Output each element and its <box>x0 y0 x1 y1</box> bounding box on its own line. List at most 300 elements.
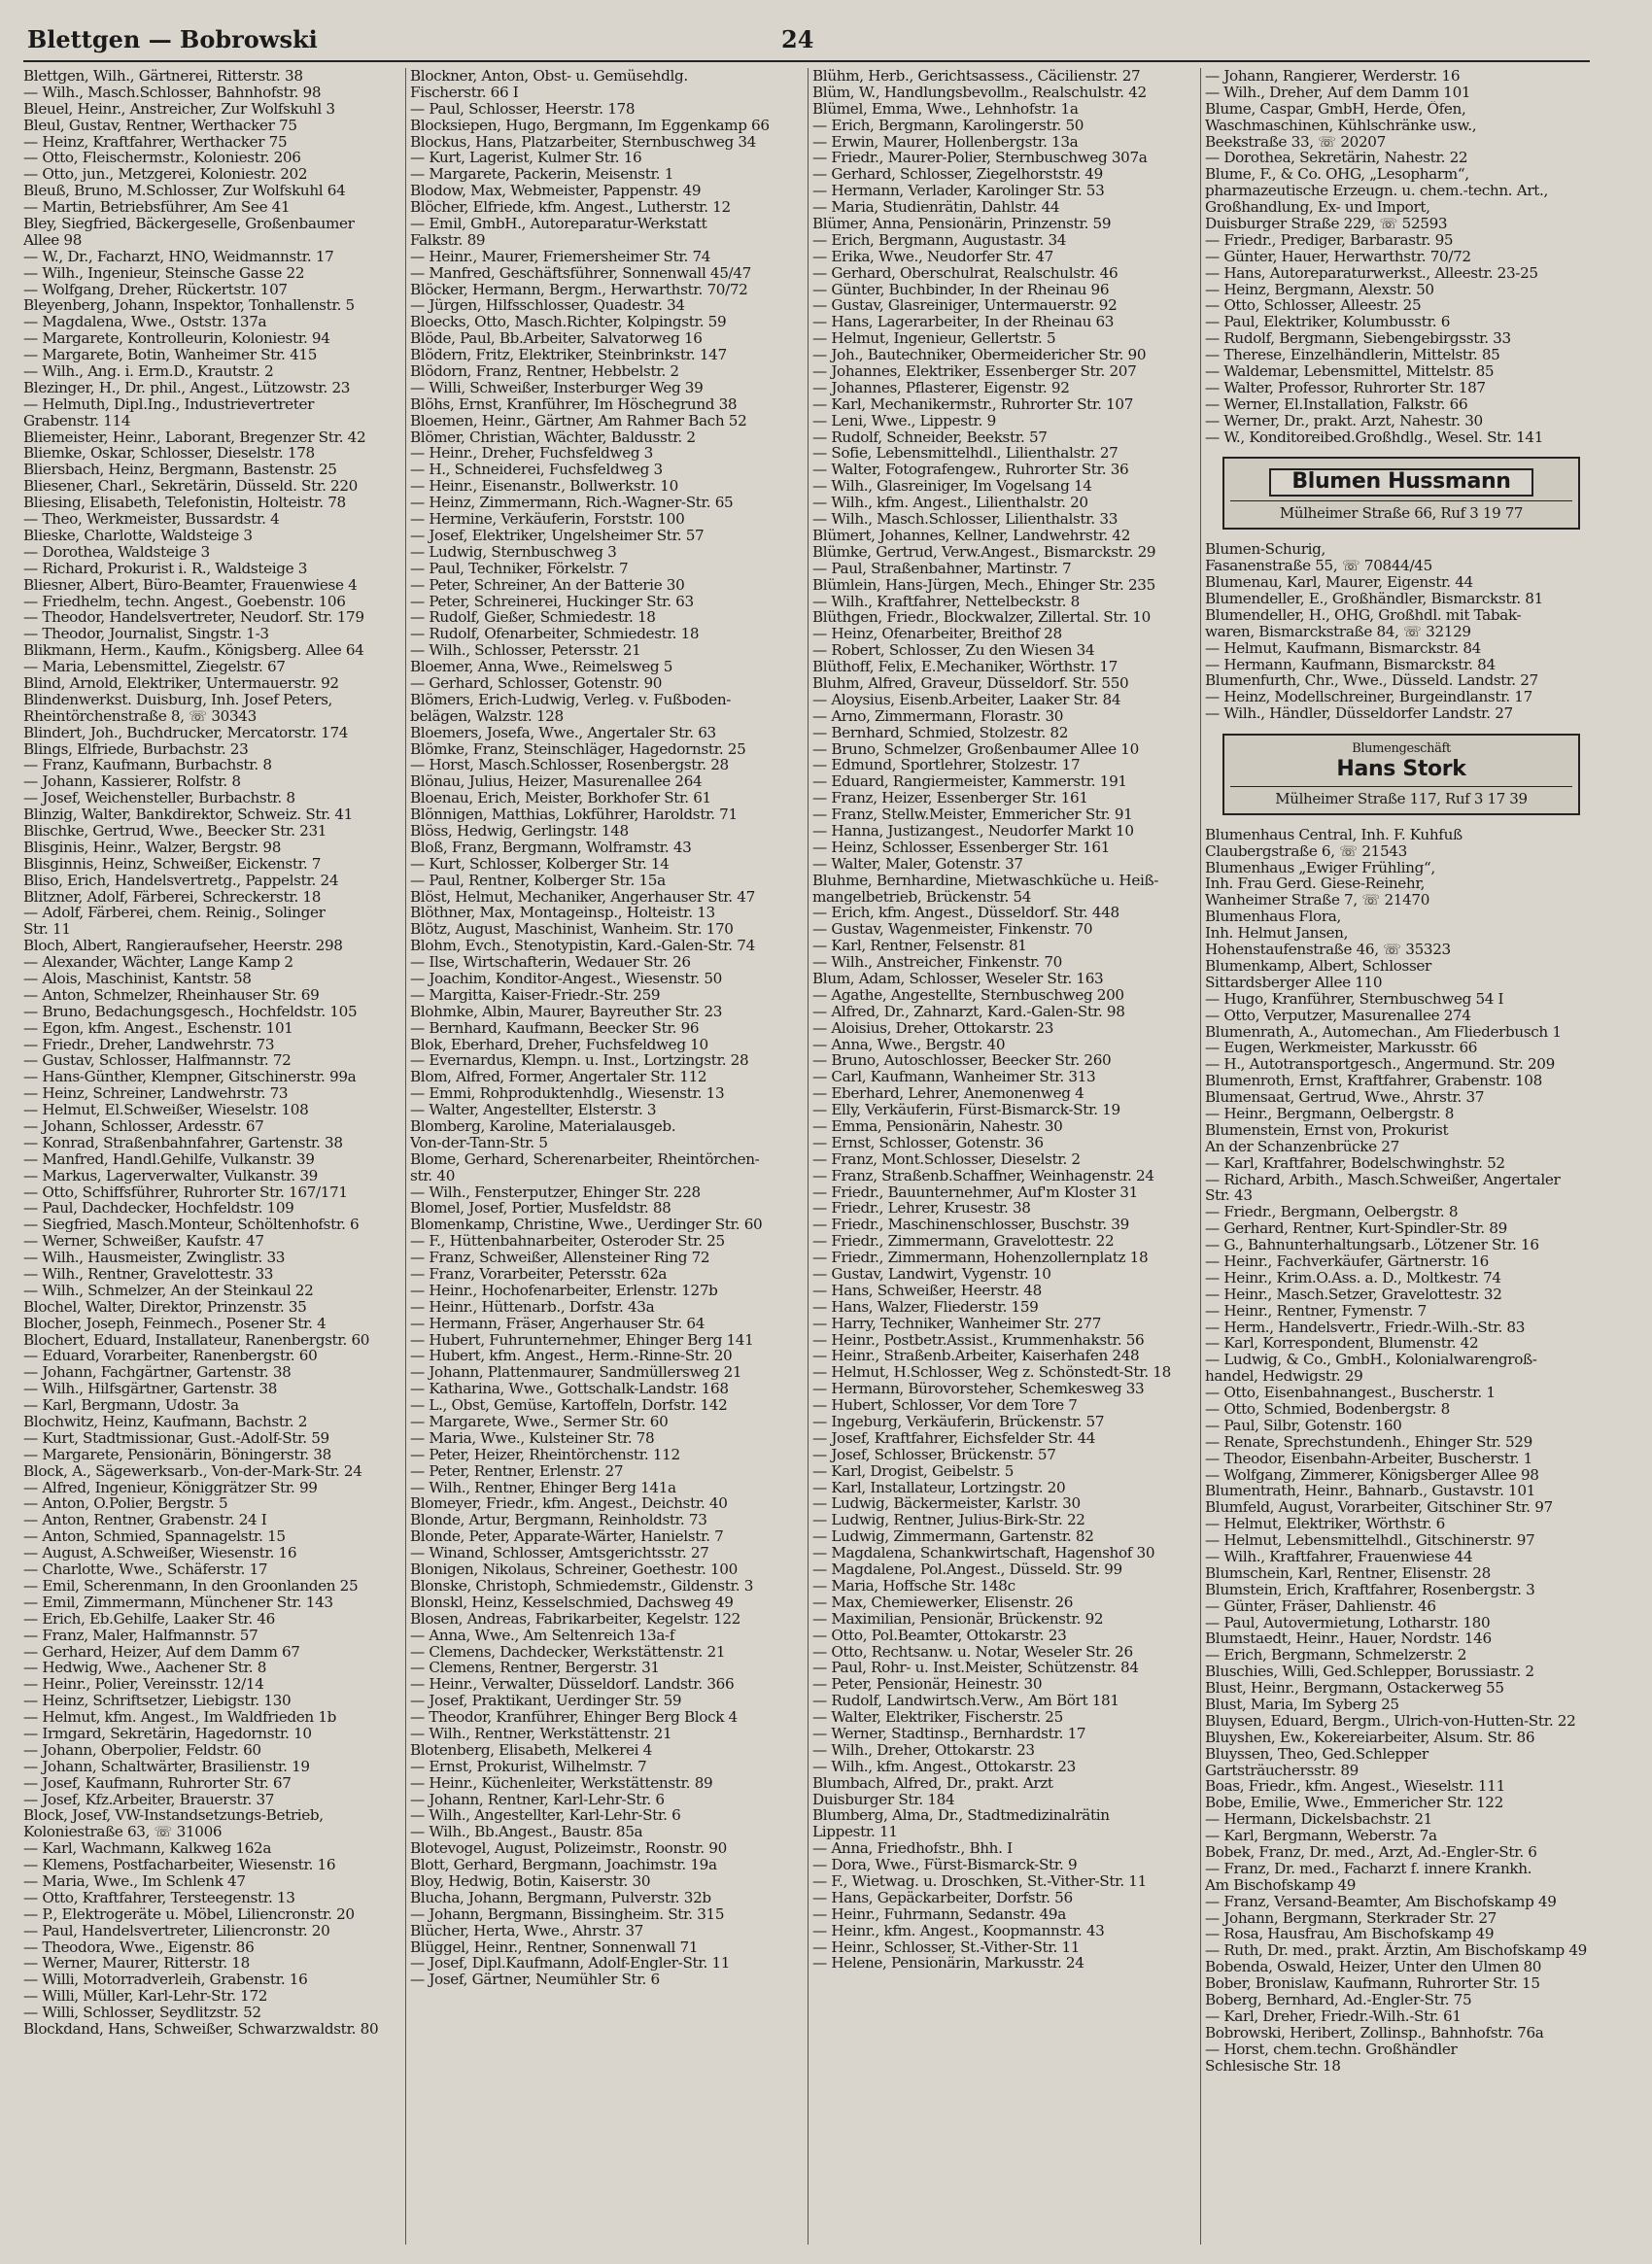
directory-entry: Bleul, Gustav, Rentner, Werthacker 75 <box>23 117 297 134</box>
directory-entry: — Hubert, Fuhrunternehmer, Ehinger Berg 141 <box>410 1331 754 1349</box>
directory-entry: — Karl, Bergmann, Udostr. 3a <box>23 1397 239 1415</box>
directory-entry: — Magdalena, Wwe., Oststr. 137a <box>23 314 267 331</box>
directory-entry: — Gerhard, Heizer, Auf dem Damm 67 <box>23 1643 300 1661</box>
directory-entry: Blomel, Josef, Portier, Musfeldstr. 88 <box>410 1200 671 1218</box>
directory-entry: — Konrad, Straßenbahnfahrer, Gartenstr. 38 <box>23 1134 343 1151</box>
directory-entry: — Aloisius, Dreher, Ottokarstr. 23 <box>812 1019 1054 1037</box>
directory-entry: Am Bischofskamp 49 <box>1205 1876 1357 1894</box>
directory-entry: Blodow, Max, Webmeister, Pappenstr. 49 <box>410 183 702 200</box>
directory-entry: — Wolfgang, Dreher, Rückertstr. 107 <box>23 281 288 298</box>
directory-entry: Blumen-Schurig, <box>1205 541 1325 559</box>
directory-entry: Bleuß, Bruno, M.Schlosser, Zur Wolfskuhl 64 <box>23 183 346 200</box>
directory-entry: — Peter, Schreiner, An der Batterie 30 <box>410 576 685 594</box>
directory-entry: — Franz, Mont.Schlosser, Dieselstr. 2 <box>812 1150 1081 1168</box>
directory-entry: — Rosa, Hausfrau, Am Bischofskamp 49 <box>1205 1926 1495 1943</box>
directory-entry: — Renate, Sprechstundenh., Ehinger Str. 529 <box>1205 1433 1532 1451</box>
directory-entry: — Heinz, Schlosser, Essenberger Str. 161 <box>812 839 1111 856</box>
directory-entry: — Ludwig, Sternbuschweg 3 <box>410 543 617 561</box>
directory-entry: Blings, Elfriede, Burbachstr. 23 <box>23 740 249 758</box>
directory-entry: — H., Schneiderei, Fuchsfeldweg 3 <box>410 462 663 479</box>
ad-kicker: Blumengeschäft <box>1352 741 1451 757</box>
directory-entry: Blotevogel, August, Polizeimstr., Roonstr. 90 <box>410 1840 727 1858</box>
directory-entry: Bloenau, Erich, Meister, Borkhofer Str. 61 <box>410 790 711 807</box>
directory-entry: Blumstein, Erich, Kraftfahrer, Rosenbergstr. 3 <box>1205 1581 1535 1598</box>
directory-entry: Str. 43 <box>1205 1187 1253 1205</box>
directory-entry: — Wilh., Händler, Düsseldorfer Landstr. 27 <box>1205 705 1513 723</box>
directory-entry: — Karl, Korrespondent, Blumenstr. 42 <box>1205 1335 1479 1353</box>
directory-entry: — Hugo, Kranführer, Sternbuschweg 54 I <box>1205 990 1504 1008</box>
directory-entry: — Werner, El.Installation, Falkstr. 66 <box>1205 395 1468 413</box>
directory-entry: Bleyenberg, Johann, Inspektor, Tonhallenstr. 5 <box>23 297 355 315</box>
directory-entry: — Franz, Straßenb.Schaffner, Weinhagenstr. 24 <box>812 1167 1154 1184</box>
directory-entry: — Margarete, Wwe., Sermer Str. 60 <box>410 1414 669 1430</box>
directory-entry: — Hubert, Schlosser, Vor dem Tore 7 <box>812 1397 1078 1415</box>
directory-entry: — Werner, Maurer, Ritterstr. 18 <box>23 1955 250 1972</box>
directory-entry: Blonde, Artur, Bergmann, Reinholdstr. 73 <box>410 1512 707 1529</box>
directory-entry: Blumendeller, E., Großhändler, Bismarckstr. 81 <box>1205 590 1543 607</box>
directory-entry: — Emil, Scherenmann, In den Groonlanden 25 <box>23 1577 359 1595</box>
directory-entry: — Walter, Angestellter, Elsterstr. 3 <box>410 1102 657 1118</box>
directory-entry: Blume, F., & Co. OHG, „Lesopharm“, <box>1205 166 1469 184</box>
directory-entry: — Otto, Rechtsanw. u. Notar, Weseler Str. 26 <box>812 1643 1133 1661</box>
directory-entry: — Wilh., Glasreiniger, Im Vogelsang 14 <box>812 478 1092 496</box>
directory-entry: — Joh., Bautechniker, Obermeidericher Str. 90 <box>812 347 1147 364</box>
directory-entry: Block, A., Sägewerksarb., Von-der-Mark-Str. 24 <box>23 1462 362 1480</box>
directory-entry: Blumfeld, August, Vorarbeiter, Gitschiner Str. 97 <box>1205 1499 1553 1517</box>
directory-entry: — Heinr., kfm. Angest., Koopmannstr. 43 <box>812 1922 1105 1939</box>
directory-entry: Bloemers, Josefa, Wwe., Angertaler Str. 63 <box>410 724 716 741</box>
directory-entry: — Wilh., Fensterputzer, Ehinger Str. 228 <box>410 1183 701 1201</box>
directory-entry: — Helmut, H.Schlosser, Weg z. Schönstedt-Str. 18 <box>812 1364 1171 1382</box>
directory-entry: — Heinr., Fachverkäufer, Gärtnerstr. 16 <box>1205 1252 1489 1270</box>
directory-entry: — Heinr., Masch.Setzer, Gravelottestr. 32 <box>1205 1286 1502 1303</box>
directory-entry: — Johannes, Elektriker, Essenberger Str. 207 <box>812 363 1137 380</box>
directory-entry: Blüggel, Heinr., Rentner, Sonnenwall 71 <box>410 1938 699 1956</box>
directory-entry: — Paul, Techniker, Förkelstr. 7 <box>410 560 629 577</box>
directory-entry: — Erich, Eb.Gehilfe, Laaker Str. 46 <box>23 1610 275 1628</box>
directory-entry: Blume, Caspar, GmbH, Herde, Öfen, <box>1205 100 1466 118</box>
directory-entry: — Paul, Handelsvertreter, Liliencronstr. 20 <box>23 1922 330 1939</box>
directory-entry: Bobenda, Oswald, Heizer, Unter den Ulmen 80 <box>1205 1959 1542 1976</box>
directory-entry: Beekstraße 33, ☏ 20207 <box>1205 133 1386 151</box>
directory-entry: Blust, Heinr., Bergmann, Ostackerweg 55 <box>1205 1680 1504 1698</box>
directory-entry: — Paul, Rentner, Kolberger Str. 15a <box>410 872 666 889</box>
page-number: 24 <box>781 25 814 53</box>
directory-entry: — Helene, Pensionärin, Markusstr. 24 <box>812 1955 1084 1972</box>
directory-entry: Blomberg, Karoline, Materialausgeb. <box>410 1118 676 1135</box>
directory-entry: — Paul, Autovermietung, Lotharstr. 180 <box>1205 1614 1491 1631</box>
directory-entry: — Friedr., Maurer-Polier, Sternbuschweg 307a <box>812 150 1148 167</box>
directory-entry: Blumenau, Karl, Maurer, Eigenstr. 44 <box>1205 574 1473 591</box>
directory-entry: Bobe, Emilie, Wwe., Emmericher Str. 122 <box>1205 1795 1503 1812</box>
column-2 <box>410 68 803 2254</box>
directory-entry: — Heinr., Hüttenarb., Dorfstr. 43a <box>410 1298 655 1316</box>
directory-entry: Blumbach, Alfred, Dr., prakt. Arzt <box>812 1774 1053 1792</box>
directory-entry: — Wilh., Kraftfahrer, Nettelbeckstr. 8 <box>812 593 1080 610</box>
directory-entry: Blüthoff, Felix, E.Mechaniker, Wörthstr. 17 <box>812 659 1118 675</box>
directory-entry: Duisburger Straße 229, ☏ 52593 <box>1205 216 1448 232</box>
directory-entry: — Karl, Bergmann, Weberstr. 7a <box>1205 1828 1437 1845</box>
directory-entry: — Walter, Professor, Ruhrorter Str. 187 <box>1205 379 1486 396</box>
directory-entry: — Rudolf, Landwirtsch.Verw., Am Bört 181 <box>812 1693 1119 1710</box>
directory-entry: Bliesing, Elisabeth, Telefonistin, Holteistr. 78 <box>23 495 346 512</box>
directory-entry: — L., Obst, Gemüse, Kartoffeln, Dorfstr. 142 <box>410 1397 728 1415</box>
directory-entry: — Wilh., Masch.Schlosser, Lilienthalstr. 33 <box>812 511 1119 528</box>
directory-entry: — Wilh., Rentner, Werkstättenstr. 21 <box>410 1725 672 1742</box>
directory-entry: — Paul, Straßenbahner, Martinstr. 7 <box>812 560 1072 577</box>
directory-entry: — Arno, Zimmermann, Florastr. 30 <box>812 707 1064 725</box>
directory-entry: — Theo, Werkmeister, Bussardstr. 4 <box>23 511 280 528</box>
column-divider <box>808 68 809 2245</box>
column-1 <box>23 68 400 2254</box>
directory-entry: — Friedr., Dreher, Landwehrstr. 73 <box>23 1036 275 1053</box>
directory-entry: Blom, Alfred, Former, Angertaler Str. 112 <box>410 1069 707 1086</box>
directory-entry: — Theodor, Journalist, Singstr. 1-3 <box>23 626 269 643</box>
directory-entry: — Hubert, kfm. Angest., Herm.-Rinne-Str. 20 <box>410 1348 733 1365</box>
directory-entry: — Paul, Schlosser, Heerstr. 178 <box>410 100 636 118</box>
directory-entry: — Anton, Schmied, Spannagelstr. 15 <box>23 1528 286 1546</box>
directory-entry: Blettgen, Wilh., Gärtnerei, Ritterstr. 38 <box>23 68 303 85</box>
directory-entry: — H., Autotransportgesch., Angermund. Str. 209 <box>1205 1056 1555 1074</box>
directory-entry: — Otto, jun., Metzgerei, Koloniestr. 202 <box>23 166 308 184</box>
directory-entry: Blocher, Joseph, Feinmech., Posener Str. 4 <box>23 1315 327 1332</box>
directory-entry: — Martin, Betriebsführer, Am See 41 <box>23 199 291 217</box>
directory-entry: Bloemer, Anna, Wwe., Reimelsweg 5 <box>410 659 673 675</box>
directory-entry: — Hermann, Kaufmann, Bismarckstr. 84 <box>1205 656 1496 673</box>
directory-entry: — Gerhard, Schlosser, Gotenstr. 90 <box>410 674 663 692</box>
directory-entry: — Johann, Plattenmaurer, Sandmüllersweg 21 <box>410 1364 742 1382</box>
directory-entry: — Gustav, Landwirt, Vygenstr. 10 <box>812 1266 1051 1283</box>
directory-entry: Von-der-Tann-Str. 5 <box>410 1134 548 1151</box>
directory-entry: Blockner, Anton, Obst- u. Gemüsehdlg. <box>410 68 688 85</box>
directory-entry: — Heinr., Maurer, Friemersheimer Str. 74 <box>410 248 711 265</box>
directory-entry: Bliersbach, Heinz, Bergmann, Bastenstr. 25 <box>23 462 337 479</box>
directory-entry: — Hanna, Justizangest., Neudorfer Markt 10 <box>812 822 1134 840</box>
directory-entry: — Willi, Müller, Karl-Lehr-Str. 172 <box>23 1988 268 2006</box>
directory-entry: — Hedwig, Wwe., Aachener Str. 8 <box>23 1660 267 1677</box>
directory-entry: — Franz, Vorarbeiter, Petersstr. 62a <box>410 1266 668 1283</box>
directory-entry: — Adolf, Färberei, chem. Reinig., Solinger <box>23 905 326 922</box>
directory-entry: pharmazeutische Erzeugn. u. chem.-techn. Art., <box>1205 183 1548 200</box>
directory-entry: — Manfred, Handl.Gehilfe, Vulkanstr. 39 <box>23 1150 315 1168</box>
advertisement-hans-stork <box>1222 734 1580 815</box>
columns <box>23 68 1598 2254</box>
directory-entry: — Hans, Lagerarbeiter, In der Rheinau 63 <box>812 314 1115 331</box>
directory-entry: — Ruth, Dr. med., prakt. Ärztin, Am Bischofskamp 49 <box>1205 1942 1587 1960</box>
page-header <box>23 25 1590 62</box>
directory-entry: — Eduard, Vorarbeiter, Ranenbergstr. 60 <box>23 1348 318 1365</box>
directory-entry: — Walter, Maler, Gotenstr. 37 <box>812 855 1023 873</box>
directory-entry: — Peter, Heizer, Rheintörchenstr. 112 <box>410 1446 680 1463</box>
directory-entry: Blumberg, Alma, Dr., Stadtmedizinalrätin <box>812 1807 1110 1825</box>
directory-entry: — Willi, Motorradverleih, Grabenstr. 16 <box>23 1972 308 1989</box>
directory-entry: — Wilh., Ang. i. Erm.D., Krautstr. 2 <box>23 363 274 380</box>
directory-entry: Bliso, Erich, Handelsvertretg., Pappelstr. 24 <box>23 872 339 889</box>
directory-entry: Bliemeister, Heinr., Laborant, Bregenzer Str. 42 <box>23 429 366 446</box>
directory-entry: — Willi, Schweißer, Insterburger Weg 39 <box>410 379 704 396</box>
directory-entry: — Josef, Schlosser, Brückenstr. 57 <box>812 1446 1056 1463</box>
directory-entry: — Ingeburg, Verkäuferin, Brückenstr. 57 <box>812 1414 1105 1430</box>
directory-entry: Blöcher, Elfriede, kfm. Angest., Lutherstr. 12 <box>410 199 731 217</box>
directory-entry: — Egon, kfm. Angest., Eschenstr. 101 <box>23 1019 293 1037</box>
directory-entry: — Heinr., Krim.O.Ass. a. D., Moltkestr. 74 <box>1205 1269 1501 1286</box>
directory-entry: Blumenrath, A., Automechan., Am Fliederbusch 1 <box>1205 1023 1562 1041</box>
directory-entry: — Leni, Wwe., Lippestr. 9 <box>812 412 996 429</box>
directory-entry: — Otto, Schlosser, Alleestr. 25 <box>1205 297 1422 315</box>
directory-entry: — Franz, Stellw.Meister, Emmericher Str. 91 <box>812 806 1133 823</box>
directory-entry: Boberg, Bernhard, Ad.-Engler-Str. 75 <box>1205 1992 1472 2008</box>
directory-entry: — Franz, Maler, Halfmannstr. 57 <box>23 1627 258 1644</box>
directory-entry: — Hans-Günther, Klempner, Gitschinerstr. 99a <box>23 1069 357 1086</box>
directory-entry: — Waldemar, Lebensmittel, Mittelstr. 85 <box>1205 363 1495 380</box>
directory-entry: — Wilh., kfm. Angest., Ottokarstr. 23 <box>812 1758 1076 1775</box>
directory-entry: — Wilh., Angestellter, Karl-Lehr-Str. 6 <box>410 1807 681 1825</box>
directory-entry: — Hermann, Bürovorsteher, Schemkesweg 33 <box>812 1381 1145 1398</box>
directory-entry: — Werner, Dr., prakt. Arzt, Nahestr. 30 <box>1205 412 1483 429</box>
directory-entry: Blümlein, Hans-Jürgen, Mech., Ehinger Str. 235 <box>812 576 1155 594</box>
directory-entry: — Friedr., Maschinenschlosser, Buschstr. 39 <box>812 1217 1129 1234</box>
directory-entry: Bobrowski, Heribert, Zollinsp., Bahnhofstr. 76a <box>1205 2024 1544 2041</box>
directory-entry: Bloecks, Otto, Masch.Richter, Kolpingstr. 59 <box>410 314 727 331</box>
directory-entry: Blumentrath, Heinr., Bahnarb., Gustavstr. 101 <box>1205 1483 1535 1500</box>
directory-entry: — Ludwig, Rentner, Julius-Birk-Str. 22 <box>812 1512 1085 1529</box>
directory-entry: — Wilh., Masch.Schlosser, Bahnhofstr. 98 <box>23 84 322 101</box>
directory-entry: — Erich, Bergmann, Augustastr. 34 <box>812 231 1067 249</box>
directory-entry: — Margarete, Pensionärin, Böningerstr. 38 <box>23 1446 331 1463</box>
directory-entry: Blonde, Peter, Apparate-Wärter, Hanielstr. 7 <box>410 1528 724 1546</box>
directory-entry: — Robert, Schlosser, Zu den Wiesen 34 <box>812 642 1095 660</box>
directory-entry: — Hermann, Verlader, Karolinger Str. 53 <box>812 183 1105 200</box>
directory-entry: — Willi, Schlosser, Seydlitzstr. 52 <box>23 2005 261 2021</box>
directory-entry: — Karl, Dreher, Friedr.-Wilh.-Str. 61 <box>1205 2007 1462 2025</box>
directory-entry: — Peter, Schreinerei, Huckinger Str. 63 <box>410 593 694 610</box>
directory-entry: — Heinz, Zimmermann, Rich.-Wagner-Str. 65 <box>410 495 734 512</box>
directory-entry: Waschmaschinen, Kühlschränke usw., <box>1205 117 1477 134</box>
directory-entry: Duisburger Str. 184 <box>812 1791 955 1808</box>
directory-entry: — Maximilian, Pensionär, Brückenstr. 92 <box>812 1610 1104 1628</box>
directory-entry: — Gustav, Wagenmeister, Finkenstr. 70 <box>812 921 1093 939</box>
directory-entry: Blömers, Erich-Ludwig, Verleg. v. Fußboden- <box>410 691 732 708</box>
directory-entry: — Theodor, Eisenbahn-Arbeiter, Buscherstr. 1 <box>1205 1450 1532 1467</box>
directory-entry: — Heinr., Verwalter, Düsseldorf. Landstr. 366 <box>410 1676 735 1694</box>
directory-entry: mangelbetrieb, Brückenstr. 54 <box>812 888 1032 906</box>
directory-entry: Blötz, August, Maschinist, Wanheim. Str. 170 <box>410 921 734 939</box>
directory-entry: — Josef, Praktikant, Uerdinger Str. 59 <box>410 1693 682 1710</box>
directory-entry: — Josef, Kfz.Arbeiter, Brauerstr. 37 <box>23 1791 275 1808</box>
directory-entry: — Helmut, Ingenieur, Gellertstr. 5 <box>812 330 1056 348</box>
directory-entry: — Margitta, Kaiser-Friedr.-Str. 259 <box>410 986 661 1004</box>
directory-entry: — Ernst, Schlosser, Gotenstr. 36 <box>812 1134 1044 1151</box>
directory-entry: — Hans, Schweißer, Heerstr. 48 <box>812 1282 1042 1299</box>
directory-entry: — Heinr., Rentner, Fymenstr. 7 <box>1205 1302 1427 1320</box>
ad-address: Mülheimer Straße 66, Ruf 3 19 77 <box>1230 500 1572 522</box>
directory-entry: — Rudolf, Schneider, Beekstr. 57 <box>812 429 1048 446</box>
directory-entry: — Charlotte, Wwe., Schäferstr. 17 <box>23 1561 268 1578</box>
directory-entry: — Rudolf, Ofenarbeiter, Schmiedestr. 18 <box>410 626 700 643</box>
directory-entry: — Ludwig, Zimmermann, Gartenstr. 82 <box>812 1528 1094 1546</box>
directory-entry: Blömer, Christian, Wächter, Baldusstr. 2 <box>410 429 696 446</box>
directory-entry: — Josef, Elektriker, Ungelsheimer Str. 57 <box>410 527 705 544</box>
directory-entry: — Johann, Kassierer, Rolfstr. 8 <box>23 773 241 791</box>
directory-entry: — Erich, Bergmann, Karolingerstr. 50 <box>812 117 1084 134</box>
directory-entry: Fasanenstraße 55, ☏ 70844/45 <box>1205 558 1432 575</box>
directory-entry: — Johann, Rentner, Karl-Lehr-Str. 6 <box>410 1791 665 1808</box>
directory-entry: Blumenkamp, Albert, Schlosser <box>1205 957 1431 975</box>
directory-entry: — Wilh., Bb.Angest., Baustr. 85a <box>410 1824 643 1841</box>
directory-entry: — Rudolf, Gießer, Schmiedestr. 18 <box>410 609 656 627</box>
directory-entry: Blümel, Emma, Wwe., Lehnhofstr. 1a <box>812 100 1079 118</box>
directory-entry: — Friedr., Bauunternehmer, Auf'm Kloster 31 <box>812 1183 1138 1201</box>
directory-entry: — Friedr., Zimmermann, Gravelottestr. 22 <box>812 1233 1115 1251</box>
directory-entry: — Emil, GmbH., Autoreparatur-Werkstatt <box>410 216 707 232</box>
directory-entry: — Friedr., Zimmermann, Hohenzollernplatz 18 <box>812 1250 1149 1267</box>
directory-entry: — Paul, Silbr, Gotenstr. 160 <box>1205 1417 1402 1434</box>
directory-entry: — Wilh., Ingenieur, Steinsche Gasse 22 <box>23 264 305 282</box>
directory-entry: Blönnigen, Matthias, Lokführer, Haroldstr. 71 <box>410 806 738 823</box>
directory-entry: — Harry, Techniker, Wanheimer Str. 277 <box>812 1315 1102 1332</box>
directory-entry: — Johannes, Pflasterer, Eigenstr. 92 <box>812 379 1070 396</box>
directory-entry: — Paul, Elektriker, Kolumbusstr. 6 <box>1205 314 1451 331</box>
directory-entry: — Maria, Wwe., Kulsteiner Str. 78 <box>410 1429 655 1447</box>
directory-entry: — Heinr., Dreher, Fuchsfeldweg 3 <box>410 445 653 463</box>
directory-entry: — Alexander, Wächter, Lange Kamp 2 <box>23 954 293 971</box>
directory-entry: — Franz, Heizer, Essenberger Str. 161 <box>812 790 1088 807</box>
directory-entry: — Anna, Friedhofstr., Bhh. I <box>812 1840 1013 1858</box>
directory-entry: Blisginis, Heinr., Walzer, Bergstr. 98 <box>23 839 282 856</box>
directory-entry: — Heinr., Fuhrmann, Sedanstr. 49a <box>812 1905 1066 1923</box>
directory-entry: — Franz, Kaufmann, Burbachstr. 8 <box>23 757 272 774</box>
directory-entry: — Karl, Kraftfahrer, Bodelschwinghstr. 52 <box>1205 1154 1505 1172</box>
directory-entry: — Josef, Kaufmann, Ruhrorter Str. 67 <box>23 1774 292 1792</box>
directory-entry: Blumschein, Karl, Rentner, Elisenstr. 28 <box>1205 1564 1491 1582</box>
directory-entry: — Helmut, Kaufmann, Bismarckstr. 84 <box>1205 639 1481 657</box>
directory-entry: An der Schanzenbrücke 27 <box>1205 1138 1399 1155</box>
directory-entry: — P., Elektrogeräte u. Möbel, Liliencronstr. 20 <box>23 1905 355 1923</box>
directory-entry: — Erich, Bergmann, Schmelzerstr. 2 <box>1205 1647 1467 1664</box>
directory-entry: Bliesener, Charl., Sekretärin, Düsseld. Str. 220 <box>23 478 358 496</box>
directory-entry: Bluschies, Willi, Ged.Schlepper, Borussiastr. 2 <box>1205 1664 1534 1681</box>
directory-entry: — Paul, Dachdecker, Hochfeldstr. 109 <box>23 1200 294 1218</box>
directory-entry: — Otto, Schmied, Bodenbergstr. 8 <box>1205 1400 1450 1418</box>
directory-entry: — Katharina, Wwe., Gottschalk-Landstr. 168 <box>410 1381 729 1398</box>
directory-entry: — Elly, Verkäuferin, Fürst-Bismarck-Str. 19 <box>812 1102 1120 1118</box>
directory-entry: Blocksiepen, Hugo, Bergmann, Im Eggenkamp 66 <box>410 117 770 134</box>
directory-entry: — Ludwig, Bäckermeister, Karlstr. 30 <box>812 1495 1081 1513</box>
directory-entry: — Helmut, Elektriker, Wörthstr. 6 <box>1205 1516 1445 1533</box>
directory-entry: — G., Bahnunterhaltungsarb., Lötzener Str. 16 <box>1205 1237 1539 1253</box>
directory-entry: — Heinr., Postbetr.Assist., Krummenhakstr. 56 <box>812 1331 1145 1349</box>
directory-entry: — Theodor, Kranführer, Ehinger Berg Block 4 <box>410 1709 738 1726</box>
directory-entry: — Kurt, Schlosser, Kolberger Str. 14 <box>410 855 670 873</box>
directory-entry: — Margarete, Packerin, Meisenstr. 1 <box>410 166 674 184</box>
directory-entry: Bloy, Hedwig, Botin, Kaiserstr. 30 <box>410 1872 651 1890</box>
directory-entry: — Otto, Pol.Beamter, Ottokarstr. 23 <box>812 1627 1067 1644</box>
directory-entry: — Anna, Wwe., Am Seltenreich 13a-f <box>410 1627 675 1644</box>
directory-entry: — Walter, Fotografengew., Ruhrorter Str. 36 <box>812 462 1129 479</box>
directory-entry: — Margarete, Kontrolleurin, Koloniestr. 94 <box>23 330 330 348</box>
directory-entry: Blumenhaus Flora, <box>1205 909 1341 926</box>
directory-entry: — Klemens, Postfacharbeiter, Wiesenstr. 16 <box>23 1857 336 1873</box>
directory-entry: — Maria, Studienrätin, Dahlstr. 44 <box>812 199 1060 217</box>
directory-entry: — Wilh., Hilfsgärtner, Gartenstr. 38 <box>23 1381 278 1398</box>
directory-entry: — Anna, Wwe., Bergstr. 40 <box>812 1036 1006 1053</box>
directory-entry: — Eugen, Werkmeister, Markusstr. 66 <box>1205 1040 1478 1057</box>
directory-entry: — Werner, Stadtinsp., Bernhardstr. 17 <box>812 1725 1086 1742</box>
directory-entry: — Heinr., Polier, Vereinsstr. 12/14 <box>23 1676 264 1694</box>
directory-entry: — Hermann, Dickelsbachstr. 21 <box>1205 1811 1432 1829</box>
directory-entry: — Max, Chemiewerker, Elisenstr. 26 <box>812 1594 1074 1611</box>
directory-entry: Claubergstraße 6, ☏ 21543 <box>1205 842 1407 860</box>
directory-entry: — Emmi, Rohproduktenhdlg., Wiesenstr. 13 <box>410 1085 725 1103</box>
directory-entry: — Johann, Rangierer, Werderstr. 16 <box>1205 68 1461 85</box>
directory-entry: Bluhme, Bernhardine, Mietwaschküche u. Heiß- <box>812 872 1159 889</box>
directory-entry: — Franz, Dr. med., Facharzt f. innere Krankh. <box>1205 1860 1532 1877</box>
directory-entry: Blüm, W., Handlungsbevollm., Realschulstr. 42 <box>812 84 1147 101</box>
directory-entry: Blust, Maria, Im Syberg 25 <box>1205 1697 1399 1713</box>
directory-entry: — Helmut, kfm. Angest., Im Waldfrieden 1b <box>23 1709 336 1726</box>
directory-entry: Blönau, Julius, Heizer, Masurenallee 264 <box>410 773 703 791</box>
directory-entry: Blödern, Fritz, Elektriker, Steinbrinkstr. 147 <box>410 347 727 364</box>
directory-entry: Blonskl, Heinz, Kesselschmied, Dachsweg 49 <box>410 1594 734 1611</box>
directory-entry: — Wilh., Hausmeister, Zwinglistr. 33 <box>23 1250 286 1267</box>
directory-entry: — Hans, Walzer, Fliederstr. 159 <box>812 1298 1039 1316</box>
directory-entry: — Maria, Lebensmittel, Ziegelstr. 67 <box>23 659 286 675</box>
directory-entry: Wanheimer Straße 7, ☏ 21470 <box>1205 892 1430 909</box>
directory-entry: — Wilh., Schlosser, Petersstr. 21 <box>410 642 641 660</box>
directory-entry: Blockus, Hans, Platzarbeiter, Sternbuschweg 34 <box>410 133 756 151</box>
directory-entry: Blochert, Eduard, Installateur, Ranenbergstr. 60 <box>23 1331 370 1349</box>
directory-entry: — Rudolf, Bergmann, Siebengebirgsstr. 33 <box>1205 330 1511 348</box>
directory-entry: belägen, Walzstr. 128 <box>410 707 564 725</box>
directory-entry: — August, A.Schweißer, Wiesenstr. 16 <box>23 1545 297 1562</box>
directory-entry: — Theodor, Handelsvertreter, Neudorf. Str. 179 <box>23 609 364 627</box>
directory-entry: — Wilh., Rentner, Ehinger Berg 141a <box>410 1479 676 1496</box>
directory-entry: — Johann, Bergmann, Sterkrader Str. 27 <box>1205 1909 1497 1927</box>
directory-entry: Blümer, Anna, Pensionärin, Prinzenstr. 59 <box>812 216 1112 232</box>
directory-entry: — Heinz, Schreiner, Landwehrstr. 73 <box>23 1085 289 1103</box>
directory-entry: — Johann, Bergmann, Bissingheim. Str. 315 <box>410 1905 725 1923</box>
directory-entry: — Clemens, Dachdecker, Werkstättenstr. 21 <box>410 1643 726 1661</box>
directory-entry: — Hans, Gepäckarbeiter, Dorfstr. 56 <box>812 1889 1073 1906</box>
directory-entry: Blümke, Gertrud, Verw.Angest., Bismarckstr. 29 <box>812 543 1156 561</box>
directory-entry: — Bruno, Bedachungsgesch., Hochfeldstr. 105 <box>23 1003 358 1020</box>
directory-entry: — Irmgard, Sekretärin, Hagedornstr. 10 <box>23 1725 312 1742</box>
directory-entry: — Otto, Kraftfahrer, Tersteegenstr. 13 <box>23 1889 295 1906</box>
directory-entry: — Dorothea, Waldsteige 3 <box>23 543 210 561</box>
directory-entry: — Karl, Wachmann, Kalkweg 162a <box>23 1840 272 1858</box>
directory-entry: Blindert, Joh., Buchdrucker, Mercatorstr. 174 <box>23 724 349 741</box>
directory-entry: Blotenberg, Elisabeth, Melkerei 4 <box>410 1741 652 1759</box>
directory-entry: — Bruno, Schmelzer, Großenbaumer Allee 10 <box>812 740 1139 758</box>
directory-entry: Blumenhaus Central, Inh. F. Kuhfuß <box>1205 826 1463 843</box>
directory-entry: — Dora, Wwe., Fürst-Bismarck-Str. 9 <box>812 1857 1078 1873</box>
directory-entry: — Günter, Buchbinder, In der Rheinau 96 <box>812 281 1110 298</box>
directory-entry: — Walter, Elektriker, Fischerstr. 25 <box>812 1709 1063 1726</box>
directory-entry: waren, Bismarckstraße 84, ☏ 32129 <box>1205 623 1471 640</box>
directory-entry: — Anton, O.Polier, Bergstr. 5 <box>23 1495 228 1513</box>
directory-entry: — Heinr., Hochofenarbeiter, Erlenstr. 127b <box>410 1282 718 1299</box>
directory-entry: Großhandlung, Ex- und Import, <box>1205 199 1430 217</box>
directory-entry: — Kurt, Stadtmissionar, Gust.-Adolf-Str. 59 <box>23 1429 329 1447</box>
directory-entry: Schlesische Str. 18 <box>1205 2057 1341 2075</box>
directory-entry: — Wilh., Dreher, Ottokarstr. 23 <box>812 1741 1035 1759</box>
directory-entry: Allee 98 <box>23 231 83 249</box>
directory-entry: — Bernhard, Schmied, Stolzestr. 82 <box>812 724 1069 741</box>
column-divider <box>405 68 406 2245</box>
directory-entry: Blöde, Paul, Bb.Arbeiter, Salvatorweg 16 <box>410 330 703 348</box>
name-range: Blettgen — Bobrowski <box>27 25 318 53</box>
directory-entry: Blücher, Herta, Wwe., Ahrstr. 37 <box>410 1922 643 1939</box>
